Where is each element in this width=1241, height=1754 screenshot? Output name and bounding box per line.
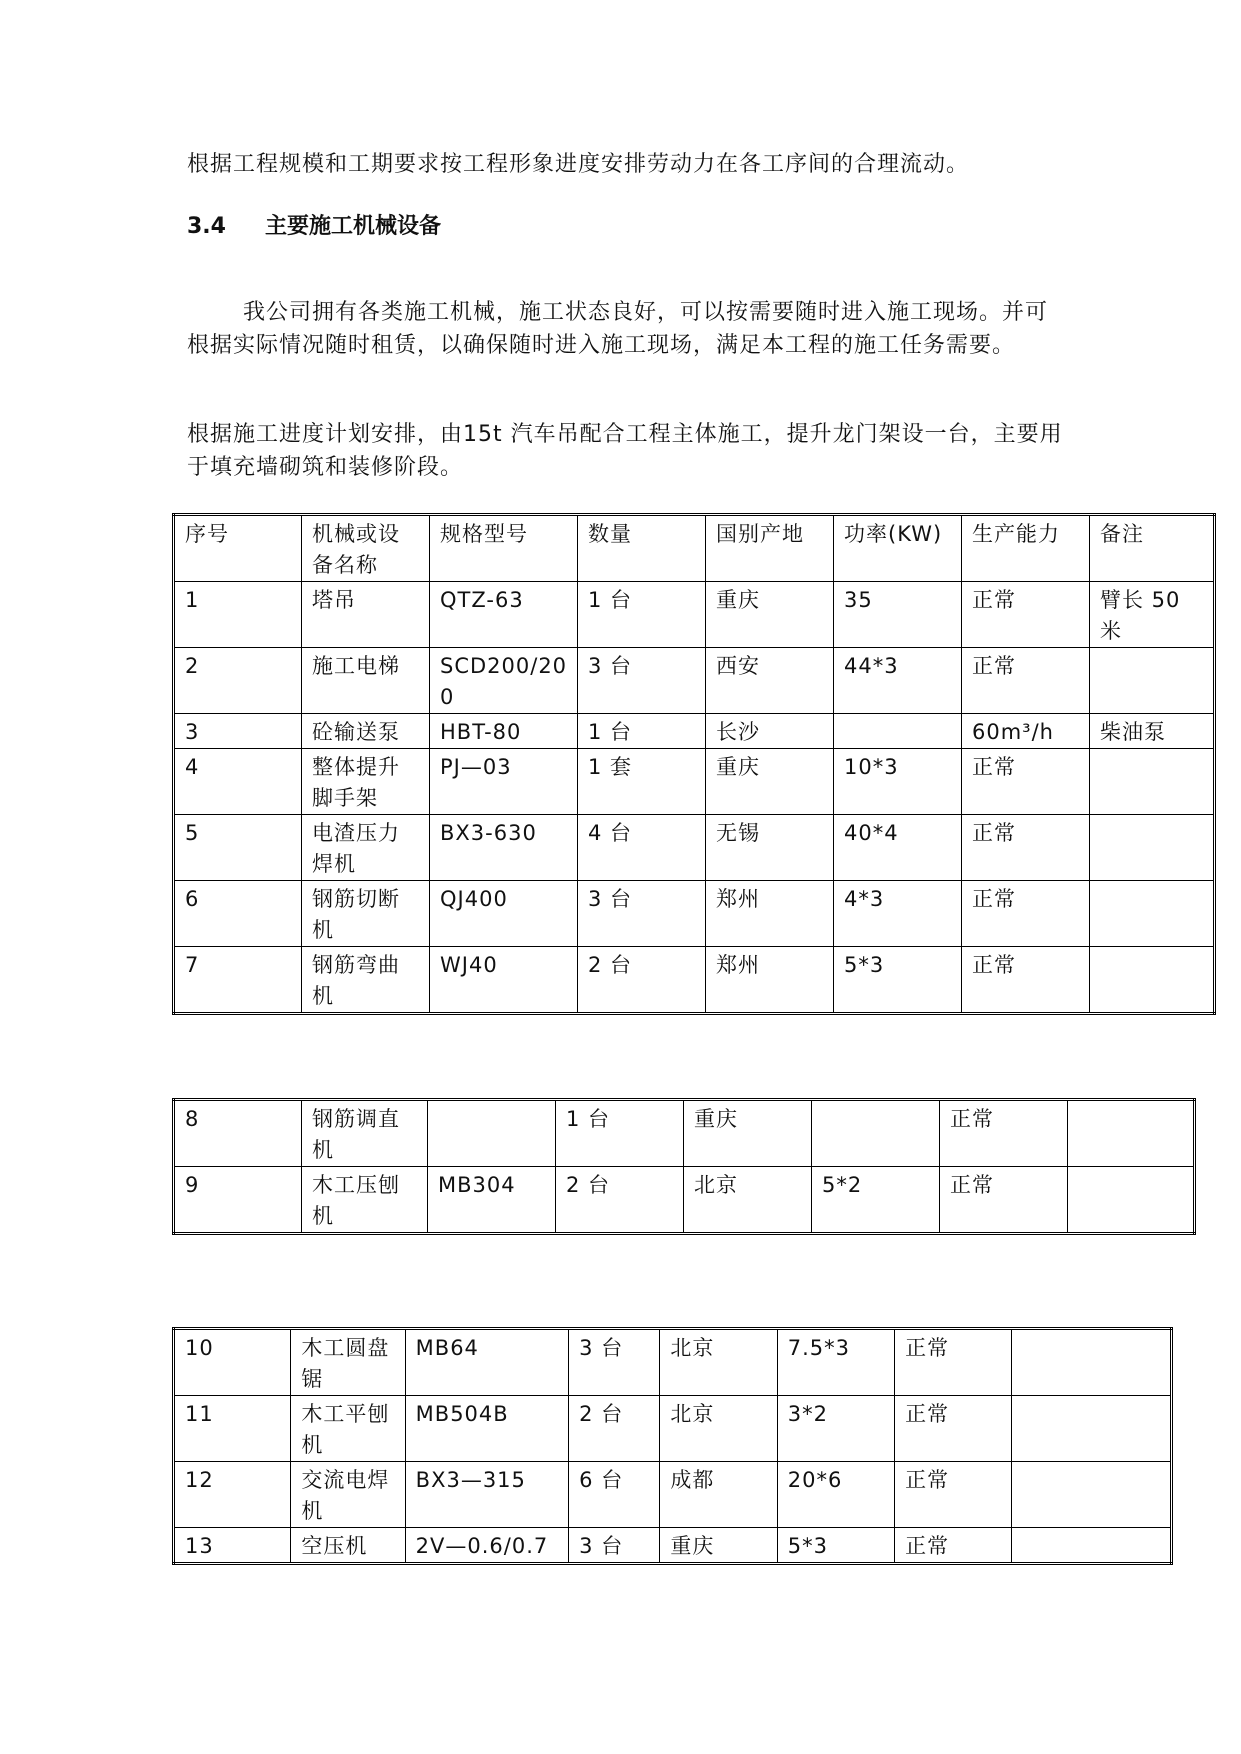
header-name: 机械或设备名称 bbox=[302, 515, 430, 582]
cell-quantity: 4 台 bbox=[578, 815, 706, 881]
cell-capacity: 正常 bbox=[895, 1528, 1012, 1564]
cell-quantity: 2 台 bbox=[569, 1396, 660, 1462]
cell-power: 35 bbox=[834, 582, 962, 648]
cell-name: 木工压刨机 bbox=[302, 1167, 428, 1234]
cell-remark bbox=[1090, 881, 1215, 947]
cell-model: HBT-80 bbox=[430, 714, 578, 749]
cell-name: 施工电梯 bbox=[302, 648, 430, 714]
cell-index: 6 bbox=[174, 881, 302, 947]
cell-name: 交流电焊机 bbox=[291, 1462, 405, 1528]
cell-power: 3*2 bbox=[777, 1396, 894, 1462]
cell-quantity: 3 台 bbox=[578, 648, 706, 714]
section-heading bbox=[187, 212, 441, 242]
cell-name: 塔吊 bbox=[302, 582, 430, 648]
cell-power: 40*4 bbox=[834, 815, 962, 881]
cell-name: 木工平刨机 bbox=[291, 1396, 405, 1462]
cell-index: 5 bbox=[174, 815, 302, 881]
cell-capacity: 正常 bbox=[962, 947, 1090, 1014]
header-power: 功率(KW) bbox=[834, 515, 962, 582]
header-quantity: 数量 bbox=[578, 515, 706, 582]
cell-index: 10 bbox=[174, 1329, 291, 1396]
cell-model bbox=[428, 1100, 556, 1167]
cell-name: 整体提升脚手架 bbox=[302, 749, 430, 815]
table-row bbox=[174, 1167, 1195, 1234]
cell-power: 5*3 bbox=[834, 947, 962, 1014]
cell-capacity: 正常 bbox=[895, 1396, 1012, 1462]
table-row bbox=[174, 648, 1215, 714]
cell-quantity: 3 台 bbox=[569, 1528, 660, 1564]
cell-index: 8 bbox=[174, 1100, 302, 1167]
table-row bbox=[174, 1462, 1172, 1528]
cell-capacity: 正常 bbox=[962, 648, 1090, 714]
cell-model: SCD200/200 bbox=[430, 648, 578, 714]
cell-capacity: 正常 bbox=[940, 1100, 1068, 1167]
cell-power: 44*3 bbox=[834, 648, 962, 714]
cell-index: 13 bbox=[174, 1528, 291, 1564]
cell-index: 12 bbox=[174, 1462, 291, 1528]
cell-remark bbox=[1068, 1100, 1195, 1167]
cell-power: 20*6 bbox=[777, 1462, 894, 1528]
paragraph-labor-flow: 根据工程规模和工期要求按工程形象进度安排劳动力在各工序间的合理流动。 bbox=[187, 152, 970, 177]
cell-capacity: 正常 bbox=[962, 582, 1090, 648]
cell-origin: 重庆 bbox=[684, 1100, 812, 1167]
cell-capacity: 正常 bbox=[962, 881, 1090, 947]
table-row bbox=[174, 582, 1215, 648]
header-capacity: 生产能力 bbox=[962, 515, 1090, 582]
equipment-table-part-2 bbox=[172, 1098, 1196, 1235]
cell-origin: 郑州 bbox=[706, 881, 834, 947]
cell-model: PJ—03 bbox=[430, 749, 578, 815]
table-row bbox=[174, 1528, 1172, 1564]
cell-origin: 成都 bbox=[660, 1462, 777, 1528]
cell-remark bbox=[1012, 1462, 1172, 1528]
paragraph-equipment-intro: 我公司拥有各类施工机械，施工状态良好，可以按需要随时进入施工现场。并可根据实际情况随时租赁，以确保随时进入施工现场，满足本工程的施工任务需要。 bbox=[187, 300, 1049, 358]
cell-origin: 重庆 bbox=[706, 582, 834, 648]
cell-name: 钢筋调直机 bbox=[302, 1100, 428, 1167]
table-header-row bbox=[174, 515, 1215, 582]
cell-capacity: 正常 bbox=[940, 1167, 1068, 1234]
cell-origin: 郑州 bbox=[706, 947, 834, 1014]
cell-remark bbox=[1090, 648, 1215, 714]
table-row bbox=[174, 947, 1215, 1014]
section-title: 主要施工机械设备 bbox=[265, 214, 442, 239]
section-number: 3.4 bbox=[187, 214, 226, 239]
cell-remark bbox=[1068, 1167, 1195, 1234]
cell-remark bbox=[1090, 749, 1215, 815]
cell-remark bbox=[1012, 1528, 1172, 1564]
cell-quantity: 2 台 bbox=[556, 1167, 684, 1234]
cell-power bbox=[812, 1100, 940, 1167]
cell-origin: 长沙 bbox=[706, 714, 834, 749]
cell-index: 3 bbox=[174, 714, 302, 749]
cell-remark: 柴油泵 bbox=[1090, 714, 1215, 749]
cell-origin: 北京 bbox=[660, 1396, 777, 1462]
cell-remark: 臂长 50 米 bbox=[1090, 582, 1215, 648]
table-row bbox=[174, 1329, 1172, 1396]
cell-model: QJ400 bbox=[430, 881, 578, 947]
cell-remark bbox=[1012, 1396, 1172, 1462]
cell-origin: 重庆 bbox=[660, 1528, 777, 1564]
table-row bbox=[174, 881, 1215, 947]
cell-capacity: 正常 bbox=[962, 749, 1090, 815]
cell-origin: 重庆 bbox=[706, 749, 834, 815]
cell-quantity: 3 台 bbox=[578, 881, 706, 947]
table-row bbox=[174, 815, 1215, 881]
cell-index: 7 bbox=[174, 947, 302, 1014]
cell-power: 4*3 bbox=[834, 881, 962, 947]
equipment-table-part-1 bbox=[172, 513, 1216, 1015]
cell-capacity: 正常 bbox=[895, 1329, 1012, 1396]
cell-name: 空压机 bbox=[291, 1528, 405, 1564]
cell-quantity: 6 台 bbox=[569, 1462, 660, 1528]
header-index: 序号 bbox=[174, 515, 302, 582]
table-row bbox=[174, 1396, 1172, 1462]
cell-origin: 无锡 bbox=[706, 815, 834, 881]
cell-model: 2V—0.6/0.7 bbox=[405, 1528, 568, 1564]
cell-name: 钢筋弯曲机 bbox=[302, 947, 430, 1014]
cell-index: 2 bbox=[174, 648, 302, 714]
cell-model: BX3—315 bbox=[405, 1462, 568, 1528]
cell-quantity: 2 台 bbox=[578, 947, 706, 1014]
cell-remark bbox=[1012, 1329, 1172, 1396]
cell-quantity: 3 台 bbox=[569, 1329, 660, 1396]
paragraph-crane-plan: 根据施工进度计划安排，由15t 汽车吊配合工程主体施工，提升龙门架设一台，主要用于填充墙砌筑和装修阶段。 bbox=[187, 422, 1063, 480]
cell-capacity: 正常 bbox=[895, 1462, 1012, 1528]
cell-model: WJ40 bbox=[430, 947, 578, 1014]
cell-name: 电渣压力焊机 bbox=[302, 815, 430, 881]
cell-capacity: 60m³/h bbox=[962, 714, 1090, 749]
table-row bbox=[174, 714, 1215, 749]
cell-name: 砼输送泵 bbox=[302, 714, 430, 749]
header-origin: 国别产地 bbox=[706, 515, 834, 582]
cell-quantity: 1 台 bbox=[578, 582, 706, 648]
cell-index: 4 bbox=[174, 749, 302, 815]
cell-power: 5*3 bbox=[777, 1528, 894, 1564]
cell-index: 9 bbox=[174, 1167, 302, 1234]
cell-capacity: 正常 bbox=[962, 815, 1090, 881]
cell-model: BX3-630 bbox=[430, 815, 578, 881]
cell-name: 木工圆盘锯 bbox=[291, 1329, 405, 1396]
cell-power: 5*2 bbox=[812, 1167, 940, 1234]
cell-model: QTZ-63 bbox=[430, 582, 578, 648]
cell-remark bbox=[1090, 815, 1215, 881]
cell-power bbox=[834, 714, 962, 749]
equipment-table-part-3 bbox=[172, 1327, 1173, 1565]
header-model: 规格型号 bbox=[430, 515, 578, 582]
cell-index: 1 bbox=[174, 582, 302, 648]
cell-model: MB504B bbox=[405, 1396, 568, 1462]
table-row bbox=[174, 749, 1215, 815]
cell-power: 10*3 bbox=[834, 749, 962, 815]
cell-quantity: 1 套 bbox=[578, 749, 706, 815]
cell-model: MB64 bbox=[405, 1329, 568, 1396]
cell-origin: 西安 bbox=[706, 648, 834, 714]
cell-model: MB304 bbox=[428, 1167, 556, 1234]
cell-quantity: 1 台 bbox=[556, 1100, 684, 1167]
cell-index: 11 bbox=[174, 1396, 291, 1462]
cell-origin: 北京 bbox=[684, 1167, 812, 1234]
cell-remark bbox=[1090, 947, 1215, 1014]
cell-origin: 北京 bbox=[660, 1329, 777, 1396]
table-row bbox=[174, 1100, 1195, 1167]
header-remark: 备注 bbox=[1090, 515, 1215, 582]
cell-quantity: 1 台 bbox=[578, 714, 706, 749]
cell-power: 7.5*3 bbox=[777, 1329, 894, 1396]
cell-name: 钢筋切断机 bbox=[302, 881, 430, 947]
